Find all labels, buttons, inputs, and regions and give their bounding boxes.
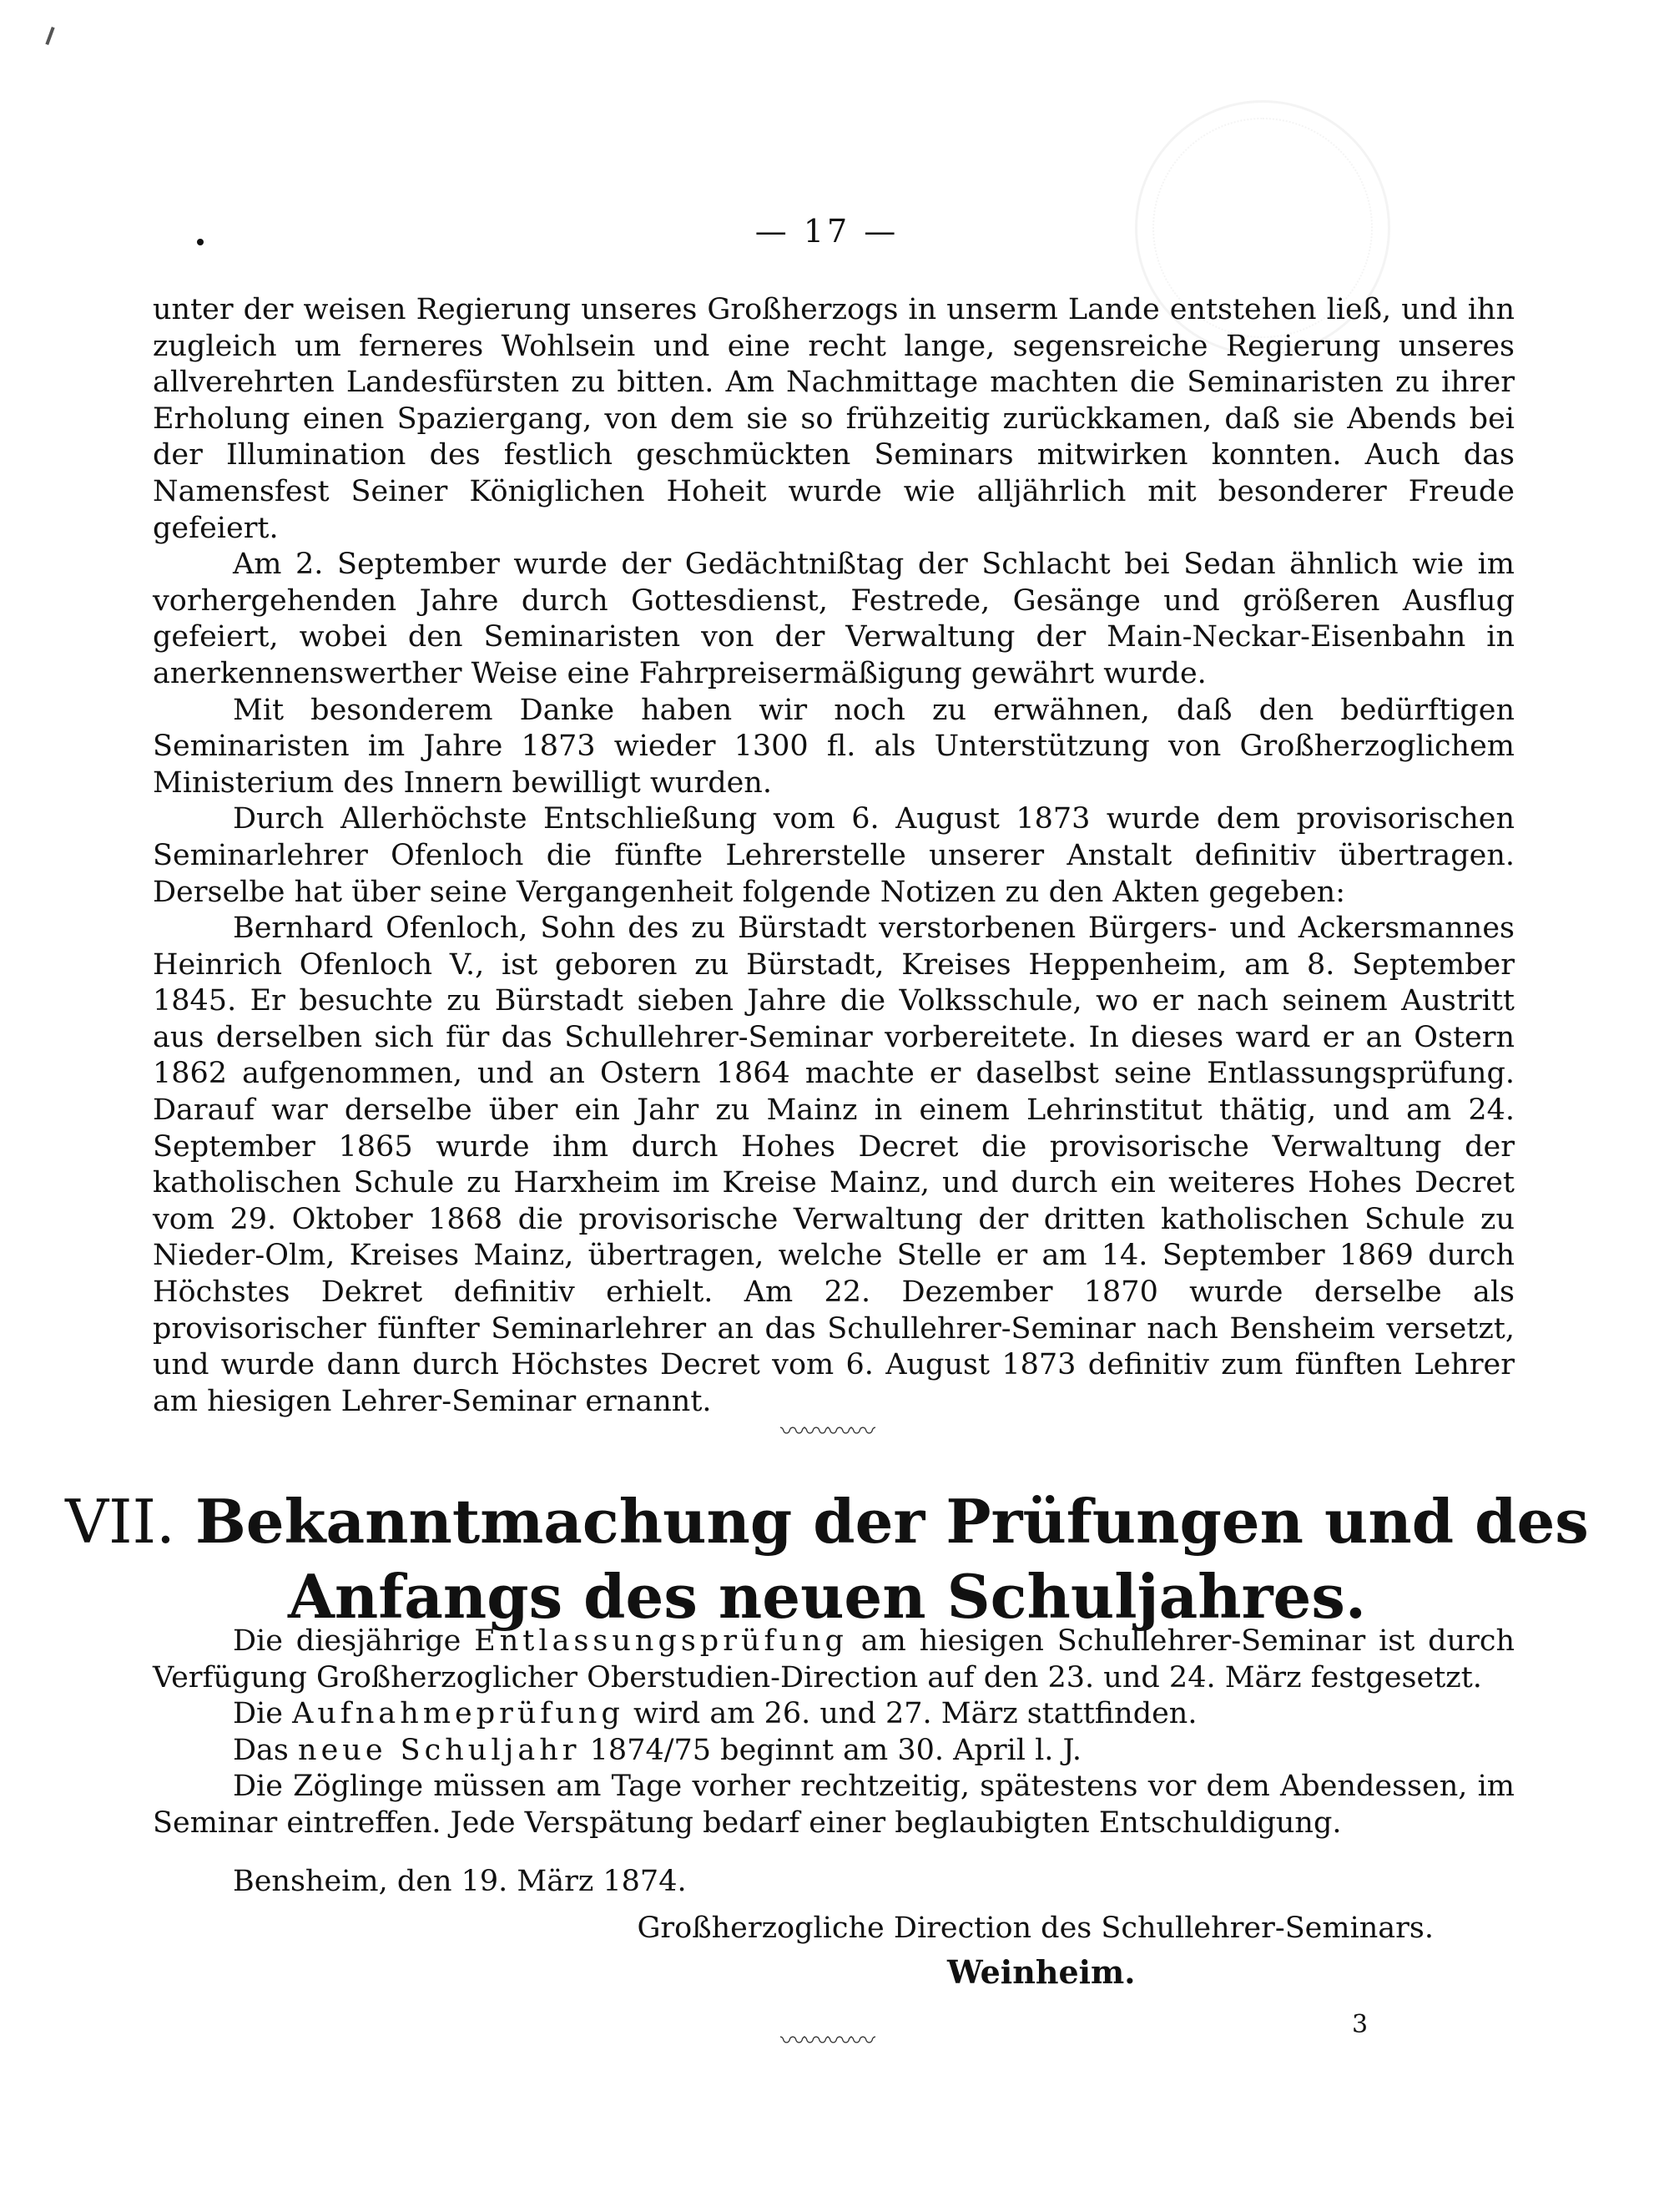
notice-entrance-exam-after: wird am 26. und 27. März stattfinden. [633, 1697, 1198, 1731]
notice-entrance-exam-before: Die [233, 1697, 283, 1731]
signatory-name: Weinheim. [947, 1953, 1136, 1991]
issuing-organization: Großherzogliche Direction des Schullehrer-Seminars. [637, 1912, 1434, 1945]
notice-school-year-after: 1874/75 beginnt am 30. April l. J. [589, 1733, 1082, 1767]
notice-exit-exam-label: Entlassungsprüfung [474, 1624, 848, 1658]
notice-school-year-label: neue Schuljahr [298, 1733, 581, 1767]
notice-exit-exam-after: am hiesigen Schullehrer-Seminar ist durch Verfügung Großherzoglicher Oberstudien-Direction auf den 23. und 24. März festgesetzt. [153, 1624, 1515, 1694]
sheet-signature-mark: 3 [1352, 2010, 1369, 2039]
paragraph-ofenloch-appointment: Durch Allerhöchste Entschließung vom 6. August 1873 wurde dem provisorischen Seminarlehrer Ofenloch die fünfte Lehrerstelle unserer Anstalt definitiv übertragen. Derselbe hat über seine Vergangenheit folgende Notizen zu den Akten gegeben: [153, 802, 1515, 909]
section-numeral: VII. [65, 1487, 175, 1557]
paragraph-ofenloch-biography: Bernhard Ofenloch, Sohn des zu Bürstadt verstorbenen Bürgers- und Ackersmannes Heinrich Ofenloch V., ist geboren zu Bürstadt, Kreises Heppenheim, am 8. September 1845. Er besuchte zu Bürstadt sieben Jahre die Volksschule, wo er nach seinem Austritt aus derselben sich für das Schullehrer-Seminar vorbereitete. In dieses ward er an Ostern 1862 aufgenommen, und an Ostern 1864 machte er daselbst seine Entlassungsprüfung. Darauf war derselbe über ein Jahr zu Mainz in einem Lehrinstitut thätig, und am 24. September 1865 wurde ihm durch Hohes Decret die provisorische Verwaltung der katholischen Schule zu Harxheim im Kreise Mainz, und durch ein weiteres Hohes Decret vom 29. Oktober 1868 die provisorische Verwaltung der dritten katholischen Schule zu Nieder-Olm, Kreises Mainz, übertragen, welche Stelle er am 14. September 1869 durch Höchstes Dekret definitiv erhielt. Am 22. Dezember 1870 wurde derselbe als provisorischer fünfter Seminarlehrer an das Schullehrer-Seminar nach Bensheim versetzt, und wurde dann durch Höchstes Decret vom 6. August 1873 definitiv zum fünften Lehrer am hiesigen Lehrer-Seminar ernannt. [153, 912, 1515, 1418]
body-text [153, 292, 1515, 1420]
notice-exit-exam-before: Die diesjährige [233, 1624, 461, 1658]
section-title-line-2: Anfangs des neuen Schuljahres. [288, 1561, 1366, 1632]
paragraph-continuation: unter der weisen Regierung unseres Großherzogs in unserm Lande entstehen ließ, und ihn zugleich um ferneres Wohlsein und eine recht lange, segensreiche Regierung unseres allverehrten Landesfürsten zu bitten. Am Nachmittage machten die Seminaristen zu ihrer Erholung einen Spaziergang, von dem sie so frühzeitig zurückkamen, daß sie Abends bei der Illumination des festlich geschmückten Seminars mitwirken konnten. Auch das Namensfest Seiner Königlichen Hoheit wurde wie alljährlich mit besonderer Freude gefeiert. [153, 293, 1515, 545]
page-number: — 17 — [754, 213, 900, 250]
notice-entrance-exam [153, 1696, 1515, 1733]
notice-school-year-before: Das [233, 1733, 289, 1767]
notice-entrance-exam-label: Aufnahmeprüfung [292, 1697, 624, 1731]
notice-school-year [153, 1733, 1515, 1770]
section-heading-line-1 [0, 1484, 1654, 1559]
paragraph-support-grant: Mit besonderem Danke haben wir noch zu erwähnen, daß den bedürftigen Seminaristen im Jahre 1873 wieder 1300 fl. als Unterstützung von Großherzoglichem Ministerium des Innern bewilligt wurden. [153, 693, 1515, 800]
section-heading [0, 1484, 1654, 1634]
notice-exit-exam [153, 1624, 1515, 1696]
margin-mark [45, 27, 54, 45]
section-title-line-1: Bekanntmachung der Prüfungen und des [194, 1486, 1589, 1557]
ornament-divider: 〰〰〰〰 [780, 1417, 874, 1447]
place-and-date: Bensheim, den 19. März 1874. [233, 1865, 687, 1898]
ornament-divider-bottom: 〰〰〰〰 [780, 2027, 874, 2056]
notice-text [153, 1624, 1515, 1842]
notice-arrival: Die Zöglinge müssen am Tage vorher rechtzeitig, spätestens vor dem Abendessen, im Seminar eintreffen. Jede Verspätung bedarf einer beglaubigten Entschuldigung. [153, 1770, 1515, 1840]
paragraph-sedan-day: Am 2. September wurde der Gedächtnißtag der Schlacht bei Sedan ähnlich wie im vorhergehenden Jahre durch Gottesdienst, Festrede, Gesänge und größeren Ausflug gefeiert, wobei den Seminaristen von der Verwaltung der Main-Neckar-Eisenbahn in anerkennenswerther Weise eine Fahrpreisermäßigung gewährt wurde. [153, 548, 1515, 690]
